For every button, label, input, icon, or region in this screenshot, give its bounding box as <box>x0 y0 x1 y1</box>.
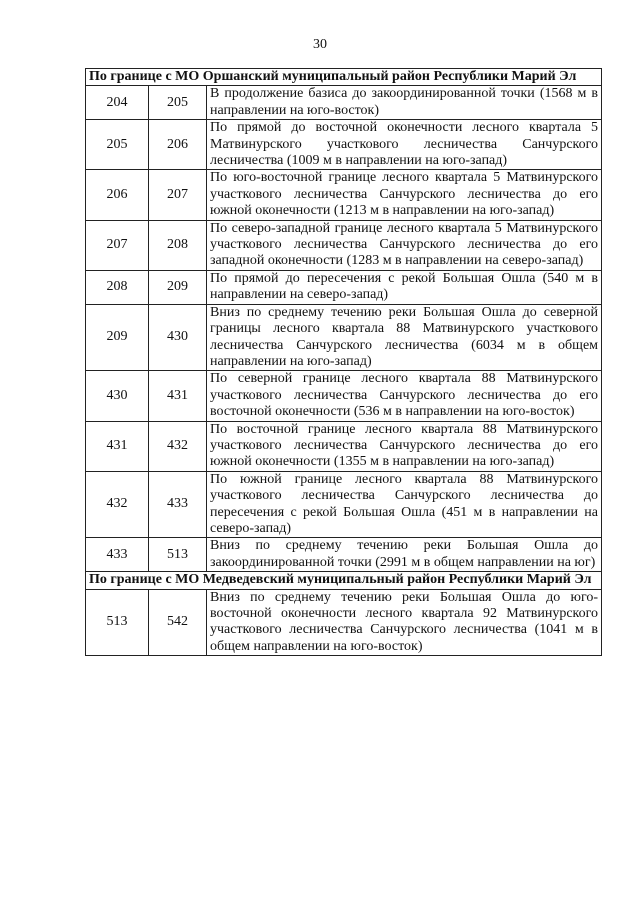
segment-description: Вниз по среднему течению реки Большая Ошла до юго-восточной оконечности лесного квартала 92 Матвинурского участкового лесничества Санчурского лесничества (1041 м в общем направлении на юго-восток) <box>207 589 602 656</box>
point-from: 430 <box>86 371 149 421</box>
point-from: 209 <box>86 304 149 371</box>
table-row <box>86 589 602 656</box>
point-from: 204 <box>86 86 149 120</box>
point-to: 432 <box>149 421 207 471</box>
table-row <box>86 538 602 572</box>
section-header-row <box>86 69 602 86</box>
segment-description: По восточной границе лесного квартала 88 Матвинурского участкового лесничества Санчурского лесничества до его южной оконечности (1355 м в направлении на юго-запад) <box>207 421 602 471</box>
segment-description: По юго-восточной границе лесного квартала 5 Матвинурского участкового лесничества Санчурского лесничества до его южной оконечности (1213 м в направлении на юго-запад) <box>207 170 602 220</box>
section-header-row <box>86 572 602 589</box>
point-to: 206 <box>149 120 207 170</box>
table-row <box>86 371 602 421</box>
point-to: 205 <box>149 86 207 120</box>
page-number: 30 <box>313 37 327 52</box>
table-row <box>86 270 602 304</box>
point-to: 542 <box>149 589 207 656</box>
point-to: 209 <box>149 270 207 304</box>
table-row <box>86 220 602 270</box>
segment-description: По северной границе лесного квартала 88 Матвинурского участкового лесничества Санчурского лесничества до его восточной оконечности (536 м в направлении на юго-восток) <box>207 371 602 421</box>
point-to: 433 <box>149 471 207 538</box>
table-row <box>86 304 602 371</box>
table-row <box>86 170 602 220</box>
segment-description: По южной границе лесного квартала 88 Матвинурского участкового лесничества Санчурского лесничества до пересечения с рекой Большая Ошла (451 м в направлении на северо-запад) <box>207 471 602 538</box>
segment-description: Вниз по среднему течению реки Большая Ошла до закоординированной точки (2991 м в общем направлении на юг) <box>207 538 602 572</box>
point-to: 513 <box>149 538 207 572</box>
point-to: 208 <box>149 220 207 270</box>
segment-description: По прямой до пересечения с рекой Большая Ошла (540 м в направлении на северо-запад) <box>207 270 602 304</box>
section-heading: По границе с МО Оршанский муниципальный район Республики Марий Эл <box>86 69 602 86</box>
segment-description: По прямой до восточной оконечности лесного квартала 5 Матвинурского участкового лесничества Санчурского лесничества (1009 м в направлении на юго-запад) <box>207 120 602 170</box>
section-heading: По границе с МО Медведевский муниципальный район Республики Марий Эл <box>86 572 602 589</box>
point-from: 433 <box>86 538 149 572</box>
point-from: 432 <box>86 471 149 538</box>
point-from: 207 <box>86 220 149 270</box>
table-row <box>86 421 602 471</box>
point-from: 431 <box>86 421 149 471</box>
table-row <box>86 471 602 538</box>
point-to: 431 <box>149 371 207 421</box>
point-from: 205 <box>86 120 149 170</box>
point-to: 430 <box>149 304 207 371</box>
point-from: 206 <box>86 170 149 220</box>
table-row <box>86 86 602 120</box>
point-from: 513 <box>86 589 149 656</box>
point-from: 208 <box>86 270 149 304</box>
segment-description: В продолжение базиса до закоординированной точки (1568 м в направлении на юго-восток) <box>207 86 602 120</box>
table-row <box>86 120 602 170</box>
boundary-table <box>85 68 602 656</box>
segment-description: Вниз по среднему течению реки Большая Ошла до северной границы лесного квартала 88 Матвинурского участкового лесничества Санчурского лесничества (6034 м в общем направлении на юго-запад) <box>207 304 602 371</box>
point-to: 207 <box>149 170 207 220</box>
segment-description: По северо-западной границе лесного квартала 5 Матвинурского участкового лесничества Санчурского лесничества до его западной оконечности (1283 м в направлении на северо-запад) <box>207 220 602 270</box>
